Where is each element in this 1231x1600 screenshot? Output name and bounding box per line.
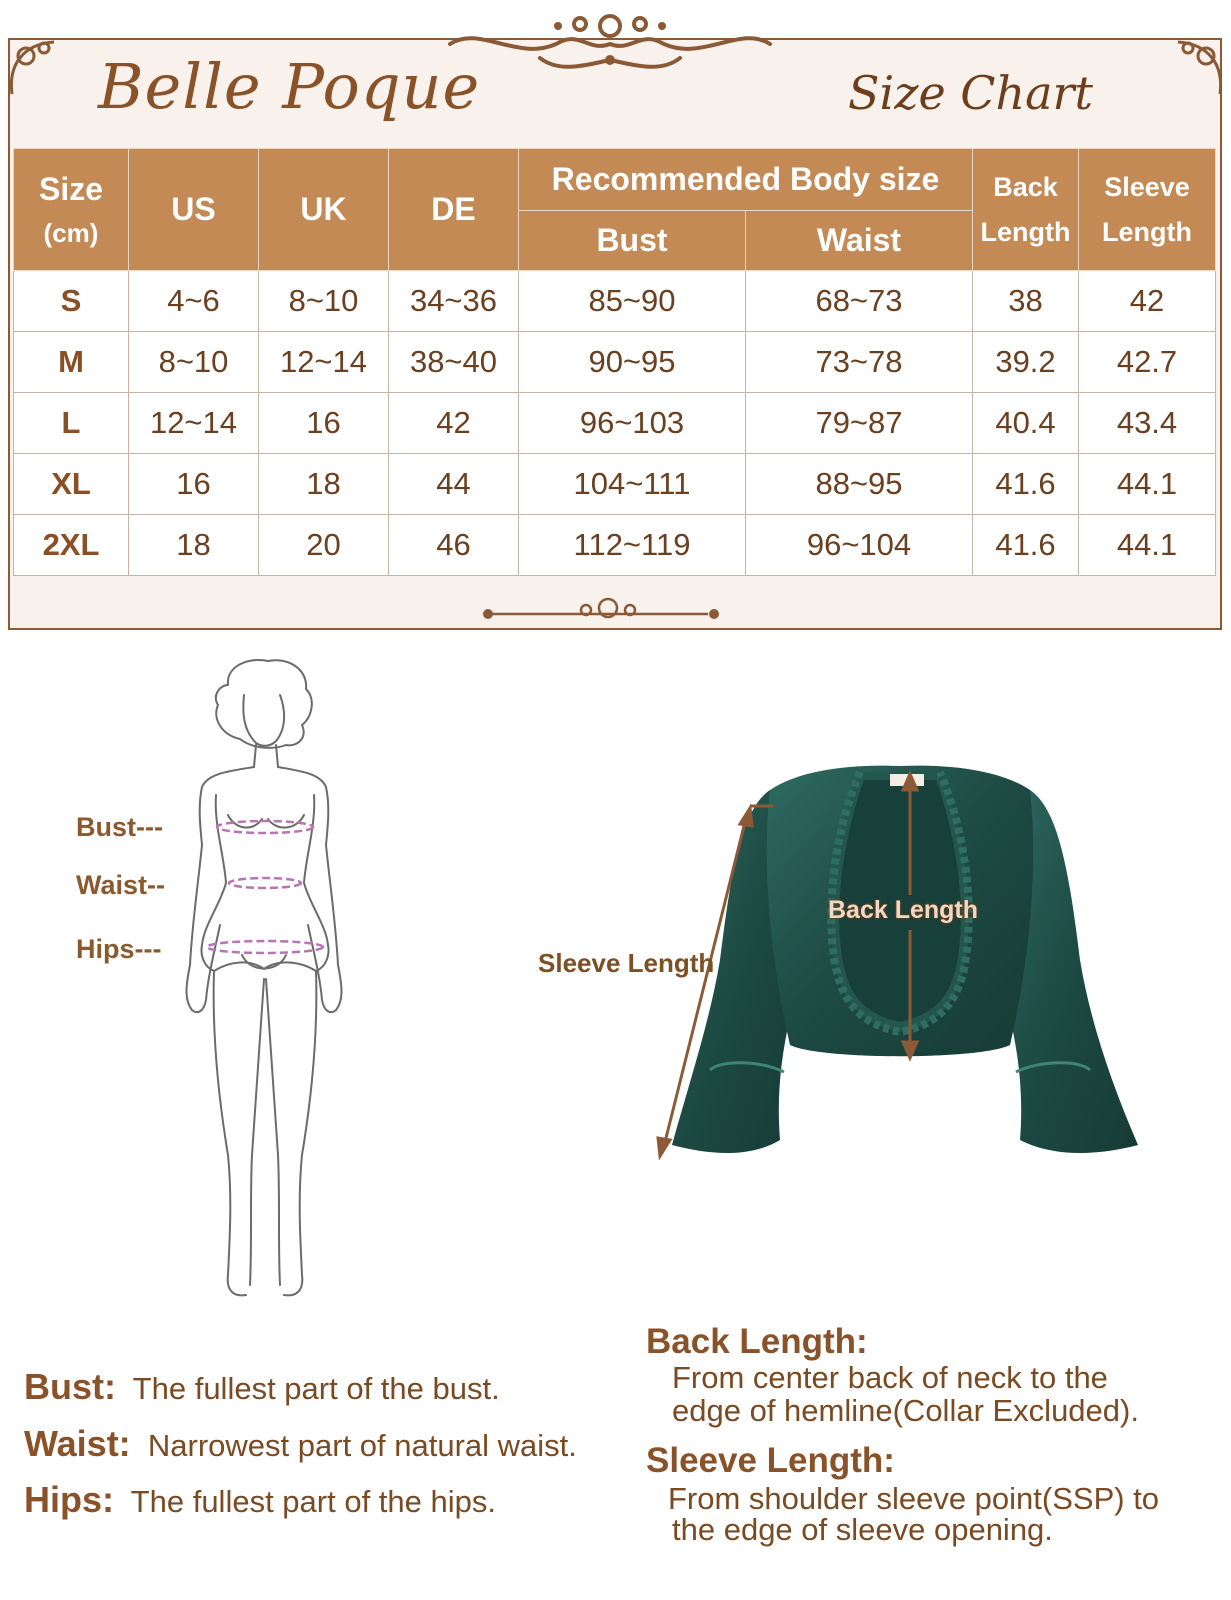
cell-back: 41.6: [973, 454, 1079, 515]
definition-waist-term: Waist:: [24, 1423, 131, 1464]
cell-back: 38: [973, 271, 1079, 332]
cell-bust: 85~90: [519, 271, 746, 332]
cell-waist: 96~104: [746, 515, 973, 576]
cell-de: 44: [389, 454, 519, 515]
definition-hips-term: Hips:: [24, 1479, 114, 1520]
bust-marker-label: Bust---: [76, 812, 163, 842]
header-size-unit: (cm): [43, 217, 99, 248]
cell-size: 2XL: [14, 515, 129, 576]
cell-uk: 18: [259, 454, 389, 515]
waist-marker-label: Waist--: [76, 870, 165, 900]
table-row: [14, 393, 1216, 454]
corner-ornament-left-icon: [4, 34, 64, 104]
cell-back: 40.4: [973, 393, 1079, 454]
cell-de: 46: [389, 515, 519, 576]
body-model-icon: [170, 655, 360, 1315]
cell-waist: 68~73: [746, 271, 973, 332]
cell-back: 41.6: [973, 515, 1079, 576]
table-row: [14, 454, 1216, 515]
corner-ornament-right-icon: [1168, 34, 1228, 104]
size-table: [13, 148, 1216, 576]
cell-bust: 112~119: [519, 515, 746, 576]
definition-waist: [24, 1423, 577, 1465]
cell-waist: 73~78: [746, 332, 973, 393]
header-recommended: Recommended Body size: [519, 149, 973, 211]
cell-size: S: [14, 271, 129, 332]
cell-uk: 20: [259, 515, 389, 576]
header-sleeve-length: [1079, 149, 1216, 271]
definition-bust-text: The fullest part of the bust.: [132, 1371, 500, 1406]
cell-sleeve: 44.1: [1079, 515, 1216, 576]
cell-sleeve: 44.1: [1079, 454, 1216, 515]
header-size: [14, 149, 129, 271]
cell-size: XL: [14, 454, 129, 515]
header-us: US: [129, 149, 259, 271]
cell-bust: 104~111: [519, 454, 746, 515]
cell-waist: 88~95: [746, 454, 973, 515]
cell-size: L: [14, 393, 129, 454]
cell-uk: 16: [259, 393, 389, 454]
definition-hips: [24, 1479, 496, 1521]
definition-bust: [24, 1366, 500, 1408]
sleeve-length-label: Sleeve Length: [538, 948, 715, 978]
header-de: DE: [389, 149, 519, 271]
cell-us: 16: [129, 454, 259, 515]
cell-us: 12~14: [129, 393, 259, 454]
header-sleeve-bottom: Length: [1102, 216, 1192, 247]
header-waist: Waist: [746, 211, 973, 271]
back-length-title: Back Length:: [646, 1322, 868, 1361]
definition-bust-term: Bust:: [24, 1366, 116, 1407]
hips-marker-label: Hips---: [76, 934, 162, 964]
header-size-label: Size: [38, 170, 104, 207]
cell-us: 4~6: [129, 271, 259, 332]
table-row: [14, 515, 1216, 576]
cell-sleeve: 43.4: [1079, 393, 1216, 454]
cell-back: 39.2: [973, 332, 1079, 393]
header-uk: UK: [259, 149, 389, 271]
header-back-length: [973, 149, 1079, 271]
header-back-bottom: Length: [980, 216, 1071, 247]
back-length-line2: edge of hemline(Collar Excluded).: [672, 1393, 1139, 1428]
sleeve-length-line1: From shoulder sleeve point(SSP) to: [668, 1481, 1160, 1516]
table-row: [14, 332, 1216, 393]
table-row: [14, 271, 1216, 332]
cell-us: 18: [129, 515, 259, 576]
header-bust: Bust: [519, 211, 746, 271]
back-length-line1: From center back of neck to the: [672, 1360, 1108, 1395]
top-ornament-icon: [440, 4, 780, 78]
cell-de: 38~40: [389, 332, 519, 393]
cell-uk: 8~10: [259, 271, 389, 332]
cell-de: 42: [389, 393, 519, 454]
cell-bust: 96~103: [519, 393, 746, 454]
cell-de: 34~36: [389, 271, 519, 332]
cell-size: M: [14, 332, 129, 393]
sleeve-length-line2: the edge of sleeve opening.: [672, 1512, 1053, 1547]
header-back-top: Back: [993, 171, 1058, 202]
cell-sleeve: 42: [1079, 271, 1216, 332]
definition-waist-text: Narrowest part of natural waist.: [147, 1428, 577, 1463]
brand-logo: Belle Poque: [98, 50, 481, 123]
cell-uk: 12~14: [259, 332, 389, 393]
cell-waist: 79~87: [746, 393, 973, 454]
back-length-label: Back Length: [828, 896, 979, 924]
page-title: Size Chart: [848, 66, 1094, 120]
bottom-ornament-icon: [478, 596, 738, 628]
sleeve-length-title: Sleeve Length:: [646, 1441, 895, 1480]
measurement-arrows-icon: [650, 760, 1150, 1180]
header-sleeve-top: Sleeve: [1104, 171, 1190, 202]
cell-us: 8~10: [129, 332, 259, 393]
cell-sleeve: 42.7: [1079, 332, 1216, 393]
definition-hips-text: The fullest part of the hips.: [130, 1484, 496, 1519]
cell-bust: 90~95: [519, 332, 746, 393]
